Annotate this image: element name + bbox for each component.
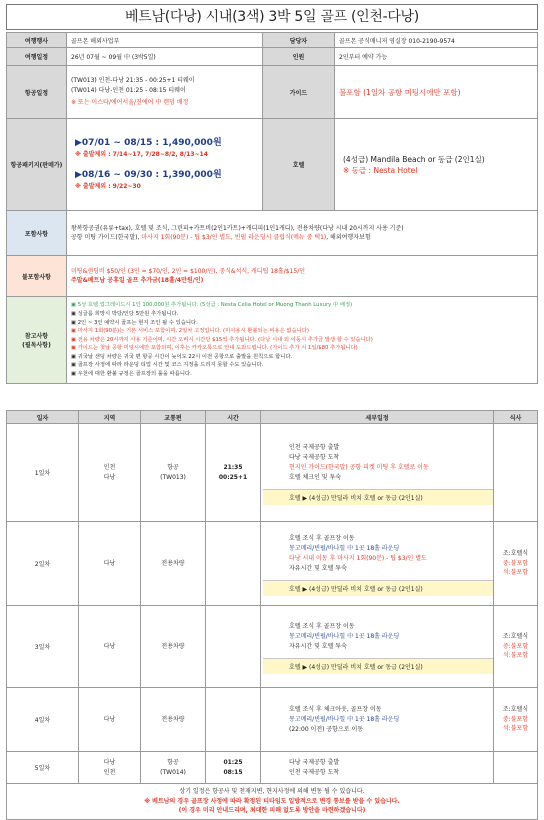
schedule-time (206, 424, 261, 522)
label-manager: 담당자 (263, 33, 335, 48)
value-flight (67, 66, 263, 119)
label-hotel: 호텔 (263, 119, 335, 211)
meal-line: 중:불포함 (502, 715, 529, 723)
meal-line: 석:불포함 (502, 569, 529, 577)
exclude-line-2: 주말&베트남 공휴일 골프 추가금(18홀/4만원/인) (71, 277, 204, 284)
schedule-transport-line: (TW014) (160, 768, 186, 776)
schedule-detail (261, 688, 494, 752)
schedule-row (7, 752, 538, 784)
detail-line: 자유시간 및 호텔 투숙 (289, 564, 347, 572)
label-include: 포함사항 (7, 211, 67, 256)
schedule-day: 3일차 (7, 606, 79, 688)
schedule-region-line: 인천 (103, 464, 116, 471)
meal-line: 조:호텔식 (502, 550, 529, 558)
info-row-notes (7, 297, 538, 384)
schedule-footer (7, 784, 538, 820)
label-guide: 가이드 (263, 66, 335, 119)
label-package: 항공패키지(판매가) (7, 119, 67, 211)
detail-line: 인천 국제공항 출발 (289, 443, 340, 451)
schedule-time-line: 01:25 (223, 759, 243, 766)
info-row-flight (7, 66, 538, 119)
schedule-transport-line: 항공 (167, 759, 179, 766)
schedule-transport (141, 522, 206, 606)
detail-line: 현지인 가이드(한국말) 공항 피켓 미팅 후 호텔로 이동 (289, 463, 429, 471)
include-insurance: , 해외여행자보험 (326, 234, 371, 241)
schedule-transport (141, 424, 206, 522)
include-massage: 마사지 1회(90분) - 팁 $3/인 별도, 빈펄 라운딩시 클럽식(메뉴 중 택1) (141, 234, 327, 241)
meal-line: 중:불포함 (502, 642, 529, 650)
schedule-region (79, 606, 141, 688)
schedule-time (206, 752, 261, 784)
schedule-row (7, 688, 538, 752)
include-guide: 공항 미팅 가이드(한국말), (71, 234, 142, 241)
detail-line: 호텔 조식 후 골프장 이동 (289, 622, 355, 630)
schedule-detail (261, 606, 494, 688)
flight-outbound: (TW013) 인천-다낭 21:35 - 00:25+1 티웨이 (71, 77, 195, 85)
schedule-meal (494, 424, 538, 522)
meal-line: 중:불포함 (502, 559, 529, 567)
detail-line: 자유시간 및 호텔 투숙 (289, 642, 347, 650)
header-transport: 교통편 (141, 411, 206, 424)
schedule-transport (141, 688, 206, 752)
detail-line: 다낭 시내 이동 후 마사지 1회(90분) - 팁 $3/인 별도 (289, 554, 427, 562)
detail-line: 호텔 체크인 및 투숙 (289, 473, 342, 481)
flight-return: (TW014) 다낭-인천 01:25 - 08:15 티웨이 (71, 86, 186, 94)
value-exclude (67, 256, 538, 297)
schedule-region-line: 인천 (103, 768, 116, 776)
label-flight: 항공일정 (7, 66, 67, 119)
detail-line: 인천 국제공항 도착 (289, 768, 340, 776)
schedule-time-line: 21:35 (223, 464, 243, 471)
value-hotel (335, 119, 538, 211)
value-period: 26년 07월 ~ 09월 中 (3박5일) (67, 48, 263, 66)
schedule-region-line: 다낭 (103, 559, 116, 567)
label-notes: 참고사항 (필독사항) (7, 297, 67, 384)
schedule-region (79, 752, 141, 784)
schedule-meal (494, 522, 538, 606)
schedule-transport-line: 전용차량 (161, 715, 185, 723)
info-table (6, 32, 538, 384)
header-day: 일자 (7, 411, 79, 424)
hotel-alternative: ※ 동급 : Nesta Hotel (343, 165, 418, 175)
meal-line: 조:호텔식 (502, 706, 529, 714)
schedule-transport-line: 항공 (167, 464, 179, 471)
schedule-time-line: 00:25+1 (218, 473, 248, 481)
schedule-region (79, 424, 141, 522)
schedule-region-line: 다낭 (103, 473, 116, 481)
schedule-detail (261, 424, 494, 522)
schedule-region-line: 다낭 (103, 715, 116, 723)
info-row-package (7, 119, 538, 211)
value-include (67, 211, 538, 256)
detail-line: 몽고메리/빈펄/바나힐 中 1곳 18홀 라운딩 (289, 632, 400, 640)
note-item: ▣ 가이드는 첫날 공항 미팅시에만 포함되며, 이후는 카카오톡으로 안내 도와드립니다. (가이드 추가 시 1일/$80 추가됩니다) (71, 345, 358, 352)
note-item: ▣ 2인 ~ 3인 예약시 골프는 현지 조인 될 수 있습니다. (71, 319, 198, 326)
label-people: 인원 (263, 48, 335, 66)
schedule-transport-line: 전용차량 (161, 559, 185, 567)
schedule-transport (141, 606, 206, 688)
footer-line-3: (이 경우 미리 안내드리며, 최대한 피해 없도록 방안을 마련하겠습니다) (178, 807, 366, 814)
label-agency: 여행행사 (7, 33, 67, 48)
label-exclude: 불포함사항 (7, 256, 67, 297)
detail-line: 호텔 조식 후 골프장 이동 (289, 534, 355, 542)
detail-line: (22:00 이전) 공항으로 이동 (289, 725, 364, 733)
value-people: 2인부터 예약 가능 (335, 48, 538, 66)
schedule-region-line: 다낭 (103, 759, 116, 766)
schedule-body (7, 424, 538, 784)
price-period-2: ▶08/16 ~ 09/30 : 1,390,000원 (75, 170, 222, 180)
schedule-meal (494, 752, 538, 784)
detail-line: 몽고메리/빈펄/바나힐 中 1곳 18홀 라운딩 (289, 715, 400, 723)
exclude-line-1: 미팅&샌딩비 $50/인 (3인 = $70/인, 2인 = $100/인), 중식&석식, 캐디팁 18홀/$15/인 (71, 267, 306, 275)
hotel-name: (4성급) Mandila Beach or 동급 (2인1실) (343, 154, 485, 164)
detail-line: 몽고메리/빈펄/바나힐 中 1곳 18홀 라운딩 (289, 544, 400, 552)
note-item: ▣ 5성 호텔 업그레이드시 1인 100,000원 추가됩니다. (5성급 : Nesta Celia Hotel or Muong Thanh Luxury 中 배정) (71, 302, 353, 309)
schedule-detail (261, 522, 494, 606)
schedule-row (7, 606, 538, 688)
value-manager: 골프몬 공식매니저 영실장 010-2190-9574 (335, 33, 538, 48)
note-item: ▣ 전용 차량은 20시까지 사용 기준이며, 시간 오버시 시간당 $15씩 추가됩니다. (다낭 시내 외 이동시 추가금 발생 할 수 있습니다) (71, 336, 373, 343)
exclude-dates-1: ※ 출발제외 : 7/14~17, 7/28~8/2, 8/13~14 (75, 151, 208, 158)
note-item: ▣ 귀국날 샌딩 차량은 귀국 편 항공 시간이 늦어도 22시 이전 공항으로 출발을 원칙으로 합니다. (71, 353, 293, 360)
meal-line: 석:불포함 (502, 652, 529, 660)
schedule-day: 2일차 (7, 522, 79, 606)
include-line-2 (71, 233, 533, 243)
info-row-period (7, 48, 538, 66)
schedule-row (7, 522, 538, 606)
include-line-1: 왕복항공권(유류+tax), 호텔 및 조식, 그린피+카트비(2인1카트)+캐디피(1인1캐디), 전용차량(다낭 시내 20시까지 사용 기준) (71, 224, 404, 232)
schedule-day: 4일차 (7, 688, 79, 752)
flight-note: ※ 또는 이스타/에어서울/진에어 中 랜덤 배정 (71, 99, 189, 107)
meal-line: 석:불포함 (502, 725, 529, 733)
schedule-meal (494, 688, 538, 752)
schedule-row (7, 424, 538, 522)
schedule-transport-line: (TW013) (160, 473, 186, 481)
schedule-time-line: 08:15 (223, 768, 243, 776)
schedule-table (6, 410, 538, 820)
detail-line: 다낭 국제공항 출발 (289, 758, 340, 766)
info-row-exclude (7, 256, 538, 297)
note-item: ▣ 마사지 1회(90분)는 기본 서비스 포함이며, 2일차 고정입니다. (미이용시 환불되는 비용은 없습니다) (71, 328, 309, 335)
price-period-1: ▶07/01 ~ 08/15 : 1,490,000원 (75, 138, 222, 148)
header-time: 시간 (206, 411, 261, 424)
detail-hotel: 호텔 ▶ (4성급) 만딜라 비치 호텔 or 동급 (2인1실) (263, 489, 493, 505)
note-item: ▣ 우천에 대한 환불 규정은 골프장의 룰을 따릅니다. (71, 371, 192, 378)
header-detail: 세부일정 (261, 411, 494, 424)
schedule-day: 5일차 (7, 752, 79, 784)
schedule-header-row (7, 411, 538, 424)
detail-hotel: 호텔 ▶ (4성급) 만딜라 비치 호텔 or 동급 (2인1실) (263, 658, 493, 674)
schedule-detail (261, 752, 494, 784)
value-package (67, 119, 263, 211)
info-row-include (7, 211, 538, 256)
header-region: 지역 (79, 411, 141, 424)
schedule-transport (141, 752, 206, 784)
note-item: ▣ 골프장 사정에 따라 라운딩 티업 시간 및 코스 지정을 드리지 못할 수도 있습니다. (71, 362, 264, 369)
notes-list (71, 301, 533, 378)
schedule-region (79, 688, 141, 752)
schedule-transport-line: 전용차량 (161, 642, 185, 650)
info-row-agency (7, 33, 538, 48)
schedule-region-line: 다낭 (103, 642, 116, 650)
footer-line-2: ※ 베트남의 경우 골프장 사정에 따라 확정된 티타임도 일방적으로 변경 통보를 받을 수 있습니다. (144, 797, 400, 805)
schedule-time (206, 522, 261, 606)
header-meal: 식사 (494, 411, 538, 424)
schedule-region (79, 522, 141, 606)
value-notes (67, 297, 538, 384)
itinerary-document (6, 4, 538, 820)
detail-line: 호텔 조식 후 체크아웃, 골프장 이동 (289, 705, 382, 713)
detail-hotel: 호텔 ▶ (4성급) 만딜라 비치 호텔 or 동급 (2인1실) (263, 580, 493, 596)
document-title: 베트남(다낭) 시내(3색) 3박 5일 골프 (인천-다낭) (6, 4, 538, 30)
schedule-time (206, 688, 261, 752)
meal-line: 조:호텔식 (502, 633, 529, 641)
exclude-dates-2: ※ 출발제외 : 9/22~30 (75, 183, 141, 190)
schedule-time (206, 606, 261, 688)
schedule-day: 1일차 (7, 424, 79, 522)
note-item: ▣ 싱글룸 희망시 박당/인당 5만원 추가됩니다. (71, 310, 179, 317)
detail-line: 다낭 국제공항 도착 (289, 453, 340, 461)
footer-line-1: 상기 일정은 항공사 및 천재지변, 현지사정에 의해 변동 될 수 있습니다. (179, 788, 365, 795)
schedule-meal (494, 606, 538, 688)
value-agency: 골프몬 해외사업부 (67, 33, 263, 48)
label-period: 여행일정 (7, 48, 67, 66)
schedule-footer-row (7, 784, 538, 820)
value-guide: 불포함 (1일차 공항 미팅시에만 포함) (335, 66, 538, 119)
